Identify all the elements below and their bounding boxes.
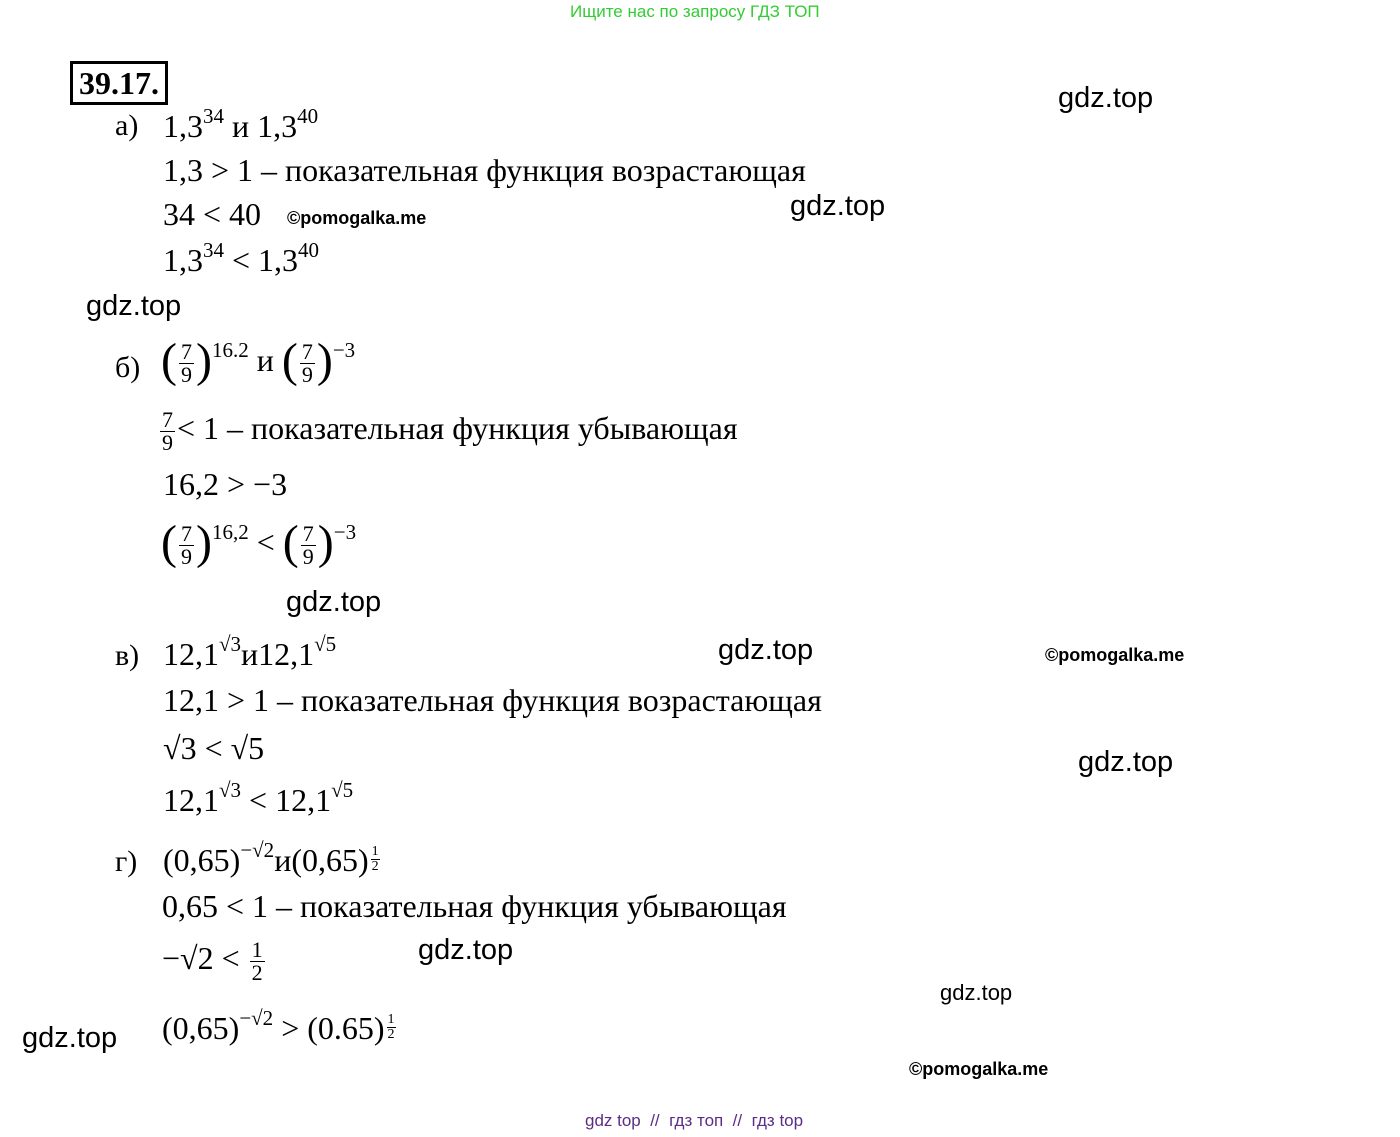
fraction <box>179 523 194 568</box>
exponent: 40 <box>297 104 319 128</box>
paren: ) <box>195 515 212 569</box>
exponent: 16,2 <box>211 520 249 544</box>
watermark: gdz.top <box>22 1022 118 1054</box>
fraction <box>250 939 265 984</box>
base: 12,1 <box>275 782 332 818</box>
numerator: 7 <box>180 339 192 365</box>
part-b-task <box>161 333 356 388</box>
exponent: −3 <box>333 520 357 544</box>
numerator: 7 <box>301 339 313 365</box>
watermark: gdz.top <box>1058 82 1154 114</box>
base: (0,65) <box>162 1010 240 1046</box>
exponent: √3 <box>219 778 242 802</box>
exponent-fraction <box>371 845 380 874</box>
part-a-line2: 1,3 > 1 – показательная функция возрастающая <box>163 152 806 188</box>
denominator: 9 <box>180 544 192 570</box>
relation: < <box>248 524 283 560</box>
conj: и <box>224 108 258 144</box>
denominator: 2 <box>251 960 263 986</box>
numerator: 7 <box>180 521 192 547</box>
paren: ( <box>282 515 299 569</box>
search-banner: Ищите нас по запросу ГДЗ ТОП <box>570 2 820 21</box>
conj: и <box>274 842 292 878</box>
fraction <box>179 341 194 386</box>
part-b-answer <box>161 515 357 570</box>
base: 1,3 <box>257 108 298 144</box>
exponent: √3 <box>219 632 242 656</box>
exponent: 34 <box>203 238 224 262</box>
part-b-line3: 16,2 > −3 <box>163 466 288 502</box>
part-g-task <box>163 840 380 890</box>
part-g-line2: 0,65 < 1 – показательная функция убывающая <box>162 888 787 924</box>
watermark: gdz.top <box>718 634 814 666</box>
base: 1,3 <box>258 242 299 278</box>
part-a-answer <box>163 240 319 284</box>
exponent-fraction <box>387 1013 396 1042</box>
part-a-task <box>163 106 318 150</box>
denominator: 9 <box>301 362 313 388</box>
fraction <box>160 409 175 454</box>
numerator: 1 <box>251 937 263 963</box>
base: 1,3 <box>163 242 203 278</box>
denominator: 9 <box>162 430 173 456</box>
watermark: gdz.top <box>418 934 514 966</box>
watermark: gdz.top <box>86 290 182 322</box>
part-g-line3 <box>162 938 267 984</box>
watermark: gdz.top <box>790 190 886 222</box>
denominator: 2 <box>371 859 379 874</box>
denominator: 2 <box>387 1027 395 1042</box>
paren: ( <box>161 333 177 387</box>
base: (0,65) <box>291 842 369 878</box>
base: (0,65) <box>163 842 241 878</box>
watermark: gdz.top <box>1078 746 1174 778</box>
numerator: 7 <box>302 521 314 547</box>
relation: < <box>241 782 276 818</box>
exponent: 34 <box>203 104 224 128</box>
conj: и <box>241 636 259 672</box>
paren: ( <box>281 333 298 387</box>
denominator: 9 <box>302 544 314 570</box>
base: 12,1 <box>163 782 219 818</box>
fraction <box>300 341 315 386</box>
exponent: √5 <box>314 632 337 656</box>
part-a-label: а) <box>115 109 139 142</box>
problem-number: 39.17. <box>70 61 168 105</box>
part-g-label: г) <box>115 845 138 878</box>
watermark-pomogalka: ©pomogalka.me <box>909 1059 1049 1079</box>
numerator: 7 <box>162 407 173 433</box>
base: 12,1 <box>258 636 315 672</box>
paren: ( <box>161 515 177 569</box>
paren: ) <box>317 515 334 569</box>
base: 12,1 <box>163 636 219 672</box>
part-v-task <box>163 634 336 678</box>
paren: ) <box>316 333 333 387</box>
part-b-label: б) <box>115 351 141 384</box>
numerator: 1 <box>371 844 379 859</box>
fraction <box>301 523 316 568</box>
numerator: 1 <box>387 1012 395 1027</box>
exponent: −√2 <box>239 1006 274 1030</box>
relation: > <box>273 1010 308 1046</box>
watermark-pomogalka: ©pomogalka.me <box>287 208 427 228</box>
base: 1,3 <box>163 108 203 144</box>
part-v-line3: √3 < √5 <box>163 730 265 766</box>
conj: и <box>248 342 282 378</box>
exponent: −√2 <box>240 838 275 862</box>
watermark: gdz.top <box>940 980 1013 1005</box>
text: −√2 < <box>162 940 248 976</box>
part-b-line2 <box>158 408 738 454</box>
text: < 1 – показательная функция убывающая <box>177 410 738 446</box>
exponent: √5 <box>331 778 354 802</box>
denominator: 9 <box>180 362 192 388</box>
exponent: −3 <box>332 338 356 362</box>
exponent: 40 <box>298 238 320 262</box>
watermark: gdz.top <box>286 586 382 618</box>
part-a-line3: 34 < 40 <box>163 196 262 232</box>
base: (0.65) <box>307 1010 385 1046</box>
part-g-answer <box>162 1008 396 1058</box>
footer-links: gdz top // гдз топ // гдз top <box>585 1111 804 1130</box>
paren: ) <box>195 333 212 387</box>
exponent: 16.2 <box>211 338 249 362</box>
watermark-pomogalka: ©pomogalka.me <box>1045 645 1185 665</box>
part-v-answer <box>163 780 353 824</box>
relation: < <box>224 242 259 278</box>
part-v-label: в) <box>115 639 140 672</box>
part-v-line2: 12,1 > 1 – показательная функция возрастающая <box>163 682 822 718</box>
